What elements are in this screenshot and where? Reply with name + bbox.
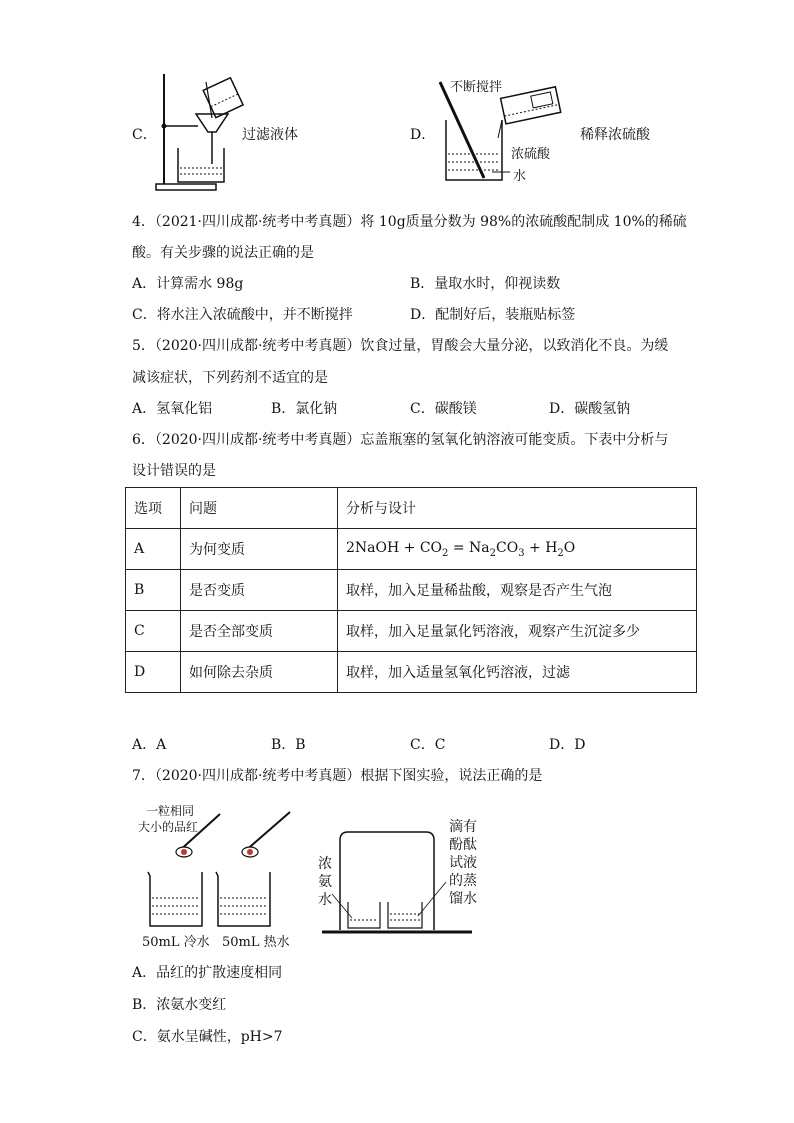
question-7-stem: 7．（2020·四川成都·统考中考真题）根据下图实验，说法正确的是 [132,768,543,784]
fig-label-magenta: 大小的品红 [138,820,199,834]
question-5-stem-line1: 5．（2020·四川成都·统考中考真题）饮食过量，胃酸会大量分泌，以致消化不良。为缓 [132,338,669,354]
question-6-option-a: A．A [132,737,167,753]
stir-label: 不断搅拌 [450,80,503,95]
question-7-option-a: A．品红的扩散速度相同 [132,965,283,981]
option-d-letter: D． [410,127,436,143]
question-6-option-c: C．C [410,737,446,753]
vertical-text: 滴有 [449,819,477,835]
question-4-option-c: C．将水注入浓硫酸中，并不断搅拌 [132,307,353,323]
conc-acid-label: 浓硫酸 [511,147,551,162]
question-4-option-a: A．计算需水 98g [132,276,244,292]
hot-water-label: 50mL 热水 [222,935,290,950]
option-d-label: 稀释浓硫酸 [580,127,650,143]
cell-question: 如何除去杂质 [181,652,338,693]
cell-analysis: 取样，加入足量稀盐酸，观察是否产生气泡 [338,570,697,611]
fig-label-same-size: 一粒相同 [146,804,195,818]
eq-sub: 3 [518,547,525,559]
phenolphthalein-water-vertical-label [449,818,477,908]
eq-part: 2NaOH + CO [346,539,443,556]
vertical-text: 的蒸 [449,873,477,889]
question-4-stem-line1: 4．（2021·四川成都·统考中考真题）将 10g质量分数为 98%的浓硫酸配制成 10%的稀硫 [132,214,687,230]
cell-analysis: 取样，加入足量氯化钙溶液，观察产生沉淀多少 [338,611,697,652]
table-header-row [126,488,697,529]
question-7-option-c: C．氨水呈碱性，pH>7 [132,1029,283,1045]
table-row [126,652,697,693]
question-6-stem-line1: 6．（2020·四川成都·统考中考真题）忘盖瓶塞的氢氧化钠溶液可能变质。下表中分析与 [132,432,669,448]
diffusion-experiment-figure [140,800,300,930]
question-5-option-b: B．氯化钠 [271,401,338,417]
vertical-text: 试液 [449,855,477,871]
cell-option: D [126,652,181,693]
vertical-char: 水 [318,892,332,908]
vertical-text: 馏水 [449,891,477,907]
question-7-option-b: B．浓氨水变红 [132,997,227,1013]
cell-option: A [126,529,181,570]
cell-option: C [126,611,181,652]
cold-water-label: 50mL 冷水 [142,935,210,950]
option-c-label: 过滤液体 [242,127,298,143]
header-option: 选项 [126,488,181,529]
eq-sub: 2 [557,547,564,559]
analysis-table [125,487,697,693]
cell-question: 是否全部变质 [181,611,338,652]
table-row [126,611,697,652]
header-question: 问题 [181,488,338,529]
eq-sub: 2 [489,547,496,559]
filtration-apparatus-figure [150,68,250,193]
question-5-stem-line2: 减该症状，下列药剂不适宜的是 [132,370,328,386]
cell-question: 为何变质 [181,529,338,570]
cell-equation [338,529,697,570]
cell-option: B [126,570,181,611]
question-6-option-b: B．B [271,737,306,753]
vertical-char: 浓 [318,856,332,872]
option-c-letter: C． [132,127,157,143]
vertical-char: 氨 [318,874,332,890]
question-4-stem-line2: 酸。有关步骤的说法正确的是 [132,245,314,261]
conc-ammonia-vertical-label [318,855,332,909]
question-6-stem-line2: 设计错误的是 [132,463,216,479]
table-row [126,529,697,570]
question-5-option-d: D．碳酸氢钠 [549,401,631,417]
cell-question: 是否变质 [181,570,338,611]
table-row [126,570,697,611]
question-5-option-c: C．碳酸镁 [410,401,477,417]
eq-sub: 2 [442,547,449,559]
eq-part: CO [496,539,519,556]
question-4-option-d: D．配制好后，装瓶贴标签 [410,307,576,323]
water-label: 水 [513,169,527,184]
eq-part: + H [524,539,558,556]
question-5-option-a: A．氢氧化铝 [132,401,213,417]
header-analysis: 分析与设计 [338,488,697,529]
eq-part: O [563,539,576,556]
vertical-text: 酚酞 [449,837,477,853]
question-4-option-b: B．量取水时，仰视读数 [410,276,561,292]
cell-analysis: 取样，加入适量氢氧化钙溶液，过滤 [338,652,697,693]
question-6-option-d: D．D [549,737,586,753]
eq-part: = Na [448,539,490,556]
